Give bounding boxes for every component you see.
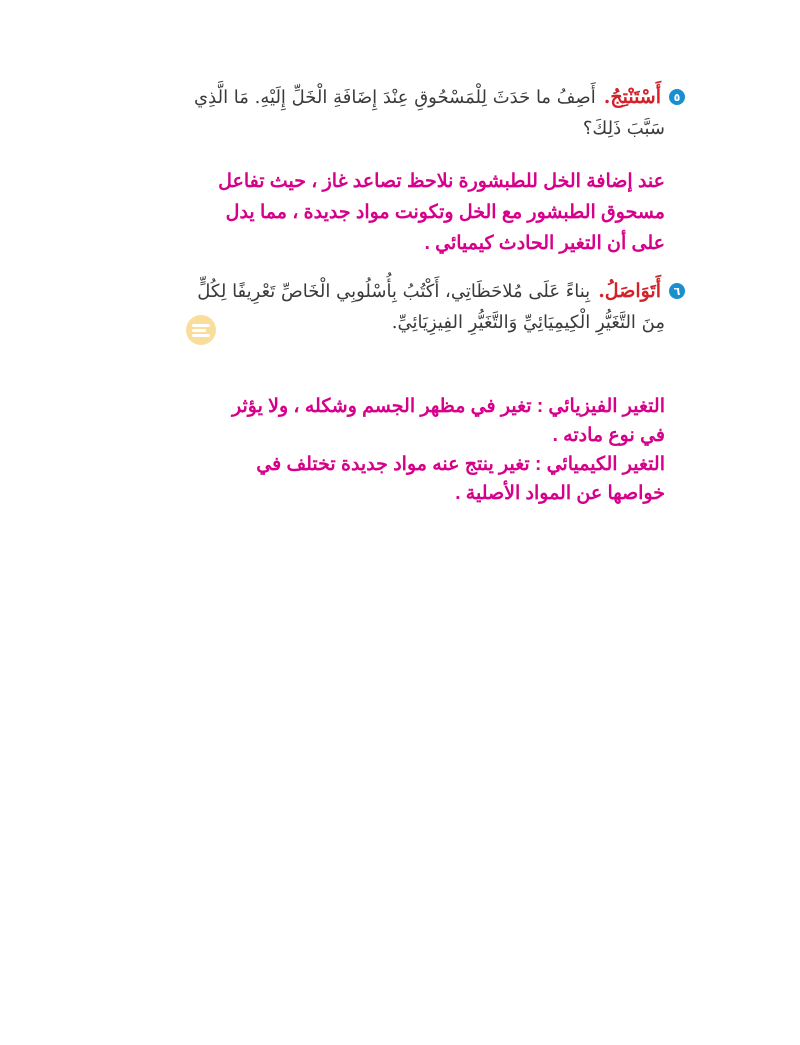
question-keyword: أَسْتَنْتِجُ. [603, 86, 661, 108]
answer-6 [185, 392, 665, 508]
answer-line: خواصها عن المواد الأصلية . [455, 483, 665, 504]
answer-line: مسحوق الطبشور مع الخل وتكونت مواد جديدة ، مما يدل [225, 202, 665, 223]
question-number-badge: ٦ [669, 283, 685, 299]
question-text-continued: مِنَ التَّغَيُّرِ الْكِيمِيَائِيِّ وَالتَّغَيُّرِ الفِيزِيَائِيِّ. [391, 312, 665, 333]
question-text: أَصِفُ ما حَدَثَ لِلْمَسْحُوقِ عِنْدَ إِضَافَةِ الْخَلِّ إِلَيْهِ. مَا الَّذِي [194, 86, 596, 108]
question-keyword: أَتَوَاصَلُ. [598, 280, 661, 302]
book-logo-icon [186, 315, 216, 345]
question-5-line1 [185, 86, 685, 108]
answer-line: في نوع مادته . [552, 425, 665, 446]
answer-line: عند إضافة الخل للطبشورة نلاحظ تصاعد غاز ، حيث تفاعل [218, 171, 665, 192]
question-6-line1 [185, 280, 685, 302]
question-5 [185, 86, 685, 139]
question-text: بِناءً عَلَى مُلاحَظَاتِي، أَكْتُبُ بِأُسْلُوبِي الْخَاصِّ تَعْرِيفًا لِكُلٍّ [197, 280, 591, 302]
answer-line: التغير الفيزيائي : تغير في مظهر الجسم وشكله ، ولا يؤثر [231, 396, 665, 417]
question-6 [185, 280, 685, 333]
answer-5 [185, 166, 665, 259]
answer-line: التغير الكيميائي : تغير ينتج عنه مواد جديدة تختلف في [256, 454, 665, 475]
question-text-continued: سَبَّبَ ذَلِكَ؟ [582, 118, 665, 139]
answer-line: على أن التغير الحادث كيميائي . [424, 233, 665, 254]
question-number-badge: ٥ [669, 89, 685, 105]
